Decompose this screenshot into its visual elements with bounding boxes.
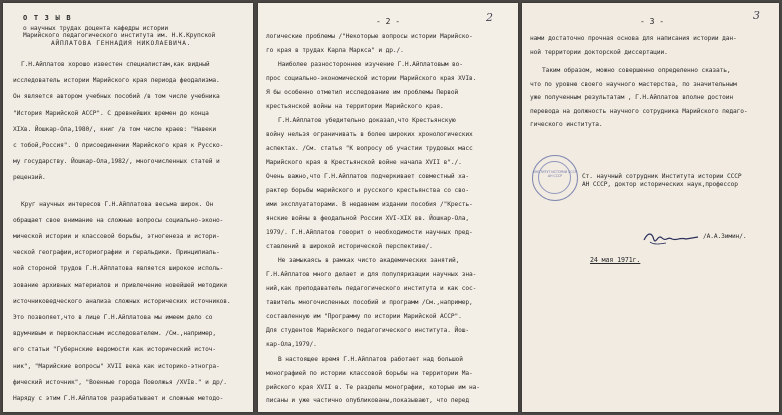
text-line: источниковедческого анализа сложных исторических источников.: [13, 297, 231, 305]
text-line: 1979/. Г.Н.Айплатов говорит о необходимости научных пред-: [266, 228, 473, 236]
text-line: нами достаточно прочная основа для написания истории дан-: [530, 35, 737, 42]
text-line: Очень важно,что Г.Н.Айплатов подчеркивает совместный ха-: [266, 173, 470, 180]
text-line: его статьи "Губернские ведомости как исторический источ-: [13, 346, 217, 354]
text-line: прос социально-экономической истории Марийского края XVIв.: [266, 74, 477, 82]
text-line: ной стороной трудов Г.Н.Айплатова является широкое исполь-: [13, 265, 224, 273]
text-line: аспектах. /См. статья "К вопросу об участии трудовых масс: [266, 145, 473, 153]
text-line: Он является автором учебных пособий /в том числе учебника: [13, 93, 220, 101]
text-line: гического института.: [530, 121, 603, 128]
text-line: рецензий.: [13, 174, 46, 182]
text-line: ний,как преподаватель педагогического института и как сос-: [266, 285, 477, 293]
text-line: крестьянской войны на территории Марийского края.: [266, 102, 444, 110]
text-line: Г.Н.Айплатов хорошо известен специалистам,как видный: [21, 61, 210, 68]
text-line: ник", "Марийские вопросы" XVII века как историко-этногра-: [13, 362, 220, 370]
text-line: Таким образом, можно совершенно определенно сказать,: [542, 67, 731, 74]
document-page-1: [3, 3, 253, 412]
text-line: перевода на должность научного сотрудника Марийского педаго-: [530, 107, 748, 115]
text-line: "История Марийской АССР". С древнейших времен до конца: [13, 109, 209, 117]
stamp-text: ИНСТИТУТ ИСТОРИИ СССР АН СССР: [533, 170, 577, 178]
text-line: Я бы особенно отметил исследование им проблемы Первой: [266, 88, 459, 96]
text-line: фический источник", "Военные города Поволжья /XVIв." и др/.: [13, 378, 227, 386]
document-date: 24 мая 1971г.: [590, 256, 641, 264]
text-line: В настоящее время Г.Н.Айплатов работает над большой: [278, 355, 463, 363]
text-line: войну нельзя ограничивать в более широких хронологических: [266, 131, 473, 139]
handwritten-signature: [642, 228, 702, 248]
text-line: Наиболее разностороннее изучение Г.Н.Айплатовым во-: [278, 60, 463, 68]
document-page-2: [258, 3, 518, 412]
page-number: - 3 -: [640, 17, 665, 26]
text-line: Марийского края в Крестьянской войне начала XVII в"./.: [266, 159, 462, 167]
signature-name: /А.А.Зимин/.: [703, 233, 747, 240]
text-line: Г.Н.Айплатов убедительно доказал,что Крестьянскую: [278, 117, 456, 125]
text-line: Наряду с этим Г.Н.Айплатов разрабатывает и сложные методо-: [13, 395, 224, 402]
text-line: ставлений в широкой исторической перспективе/.: [266, 242, 433, 250]
text-line: Это позволяет,что в лице Г.Н.Айплатова мы имеем дело со: [13, 314, 213, 321]
text-line: Круг научных интересов Г.Н.Айплатова весьма широк. Он: [21, 200, 214, 208]
text-line: что по уровню своего научного мастерства, по значительным: [530, 80, 737, 88]
text-line: исследователь истории Марийского края периода феодализма.: [13, 77, 220, 85]
header-line: Марийского педагогического института им. Н.К.Крупской: [23, 32, 216, 39]
text-line: XIXв. Йошкар-Ола,1980/, книг /в том числе краев: "Навеки: [13, 125, 217, 133]
signatory-line: Ст. научный сотрудник Института истории СССР: [582, 173, 742, 180]
text-line: зование архивных материалов и привлечение новейшей методики: [13, 281, 227, 289]
text-line: рийского края XVII в. Те разделы монографии, которые им на-: [266, 383, 480, 391]
text-line: логические проблемы /"Некоторые вопросы истории Марийско-: [266, 33, 473, 40]
page-number: - 2 -: [376, 17, 401, 26]
text-line: ной территории докторской диссертации.: [530, 48, 668, 56]
handwritten-page-mark: 2: [486, 11, 493, 24]
text-line: янские войны в феодальной России XVI-XIX вв. Йошкар-Ола,: [266, 214, 470, 222]
review-title: О Т З Ы В: [23, 14, 72, 22]
header-line: о научных трудах доцента кафедры истории: [23, 25, 169, 32]
text-line: му государству. Йошкар-Ола,1982/, многочисленных статей и: [13, 158, 220, 166]
text-line: монографией по истории классовой борьбы на территории Ма-: [266, 369, 473, 377]
text-line: с тобой,Россия". О присоединении Марийского края к Русско-: [13, 142, 224, 149]
text-line: составленную им "Программу по истории Марийской АССР".: [266, 313, 462, 320]
text-line: Г.Н.Айплатов много делает и для популяризации научных зна-: [266, 271, 477, 279]
text-line: го края в трудах Карла Маркса" и др./.: [266, 46, 404, 54]
text-line: писаны и уже частично опубликованы,показывают, что перед: [266, 397, 470, 405]
text-line: мической истории и классовой борьбы, этногенеза и истори-: [13, 233, 220, 240]
text-line: Для студентов Марийского педагогического института. Йош-: [266, 326, 470, 334]
text-line: обращает свое внимание на сложные вопросы социально-эконо-: [13, 216, 224, 224]
header-name: АЙПЛАТОВА ГЕННАДИЯ НИКОЛАЕВИЧА.: [51, 40, 192, 47]
document-page-3: [522, 3, 779, 412]
text-line: кар-Ола,1979/.: [266, 340, 317, 348]
signatory-line: АН СССР, доктор исторических наук,профессор: [582, 181, 738, 188]
handwritten-page-mark: 3: [753, 9, 760, 22]
text-line: ческой географии,историографии и геральдики. Принципиаль-: [13, 249, 220, 257]
text-line: рактер борьбы марийского и русского крестьянства со сво-: [266, 186, 470, 194]
official-stamp: [532, 155, 578, 201]
text-line: Не замыкаясь в рамках чисто академических занятий,: [278, 257, 460, 265]
text-line: вдумчивым и первоклассным исследователем. /См.,например,: [13, 330, 217, 338]
text-line: уже полученным результатам , Г.Н.Айплатов вполне достоин: [530, 94, 734, 101]
text-line: ими эксплуататорами. В недавнем издании пособия /"Кресть-: [266, 200, 473, 208]
text-line: тавитель многочисленных пособий и программ /См.,например,: [266, 299, 473, 307]
